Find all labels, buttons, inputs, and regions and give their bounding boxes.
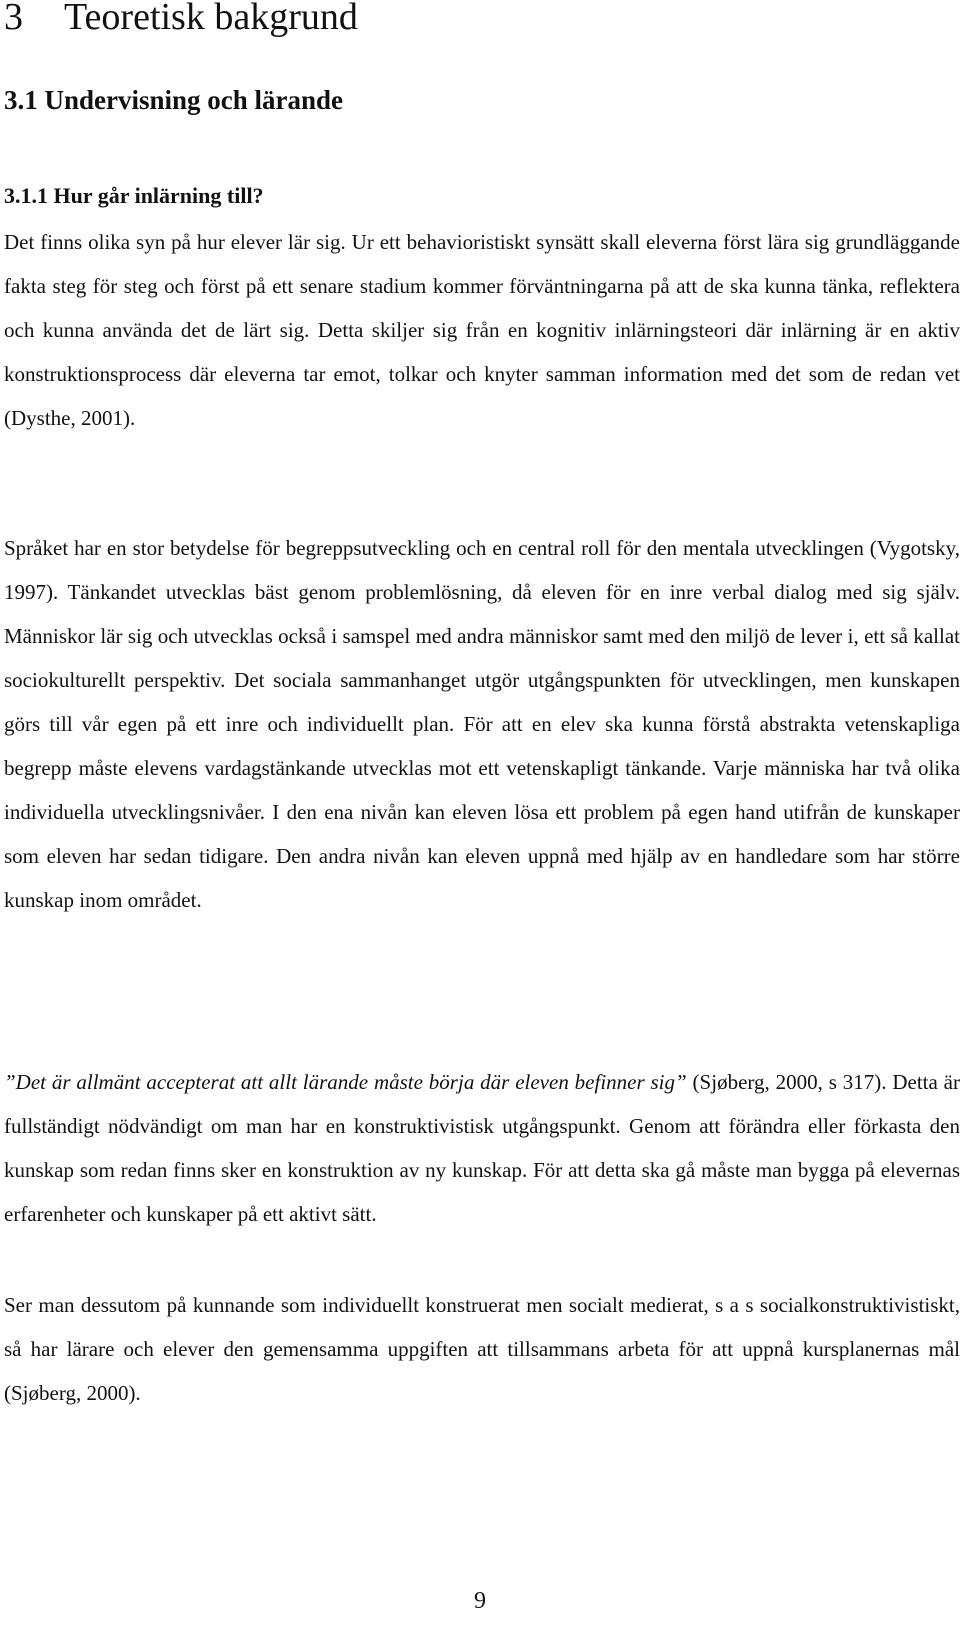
section-heading: 3.1 Undervisning och lärande [4, 85, 344, 115]
paragraph-learning-views: Det finns olika syn på hur elever lär sig. Ur ett behavioristiskt synsätt skall eleverna först lära sig grundläggande fakta steg för steg och först på ett senare stadium kommer förväntningarna på att de ska kunna tänka, reflektera och kunna använda det de lärt sig. Detta skiljer sig från en kognitiv inlärningsteori där inlärning är en aktiv konstruktionsprocess där eleverna tar emot, tolkar och knyter samman information med det som de redan vet (Dysthe, 2001). [4, 230, 960, 430]
quote-text: ”Det är allmänt accepterat att allt lärande måste börja där eleven befinner sig” [4, 1070, 687, 1094]
chapter-title: Teoretisk bakgrund [64, 0, 358, 38]
paragraph-language-development: Språket har en stor betydelse för begreppsutveckling och en central roll för den mentala utvecklingen (Vygotsky, 1997). Tänkandet utvecklas bäst genom problemlösning, då eleven för en inre verbal dialog med sig själv. Människor lär sig och utvecklas också i samspel med andra människor samt med den miljö de lever i, ett så kallat sociokulturellt perspektiv. Det sociala sammanhanget utgör utgångspunkten för utvecklingen, men kunskapen görs till vår egen på ett inre och individuellt plan. För att en elev ska kunna förstå abstrakta vetenskapliga begrepp måste elevens vardagstänkande utvecklas mot ett vetenskapligt tänkande. Varje människa har två olika individuella utvecklingsnivåer. I den ena nivån kan eleven lösa ett problem på egen hand utifrån de kunskaper som eleven har sedan tidigare. Den andra nivån kan eleven uppnå med hjälp av en handledare som har större kunskap inom området. [4, 536, 960, 912]
page-number: 9 [474, 1588, 486, 1614]
paragraph-social-constructivism: Ser man dessutom på kunnande som individuellt konstruerat men socialt medierat, s a s socialkonstruktivistiskt, så har lärare och elever den gemensamma uppgiften att tillsammans arbeta för att uppnå kursplanernas mål (Sjøberg, 2000). [4, 1293, 960, 1405]
subsection-heading: 3.1.1 Hur går inlärning till? [4, 183, 264, 208]
paragraph-constructivism [4, 1060, 960, 1236]
chapter-number: 3 [4, 0, 23, 38]
paragraph-constructivism-text: (Sjøberg, 2000, s 317). Detta är fullständigt nödvändigt om man har en konstruktivistisk utgångspunkt. Genom att förändra eller förkasta den kunskap som redan finns sker en konstruktion av ny kunskap. För att detta ska gå måste man bygga på elevernas erfarenheter och kunskaper på ett aktivt sätt. [4, 1070, 960, 1226]
chapter-heading [4, 0, 358, 42]
